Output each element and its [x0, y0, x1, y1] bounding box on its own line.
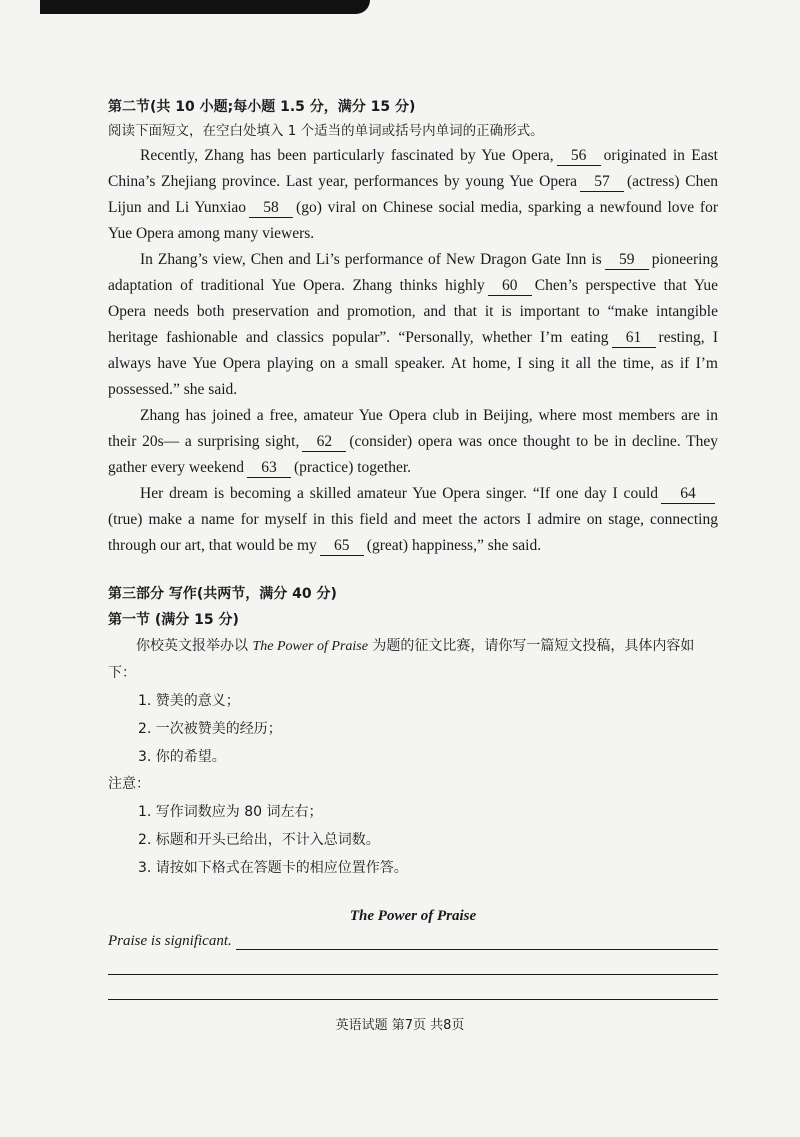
list-item: 3. 请按如下格式在答题卡的相应位置作答。: [138, 860, 408, 876]
blank-58[interactable]: 58: [249, 199, 293, 218]
part3-heading: 第三部分 写作(共两节，满分 40 分): [108, 586, 337, 602]
section2-instruction: 阅读下面短文，在空白处填入 1 个适当的单词或括号内单词的正确形式。: [108, 123, 544, 139]
blank-65[interactable]: 65: [320, 537, 364, 556]
exam-page: [108, 95, 718, 1000]
writing-line[interactable]: [108, 950, 718, 975]
section2-heading: 第二节(共 10 小题;每小题 1.5 分，满分 15 分): [108, 99, 416, 115]
passage-paragraph-4: Her dream is becoming a skilled amateur Yue Opera singer. “If one day I could 64(true) make a name for myself in this field and meet the actors I admire on stage, connecting through our art, that would be my 65 (great) happiness,” she said.: [108, 485, 718, 554]
writing-line[interactable]: [108, 975, 718, 1000]
blank-61[interactable]: 61: [612, 329, 656, 348]
list-item: 1. 写作词数应为 80 词左右；: [138, 804, 323, 820]
page-footer: 英语试题 第7页 共8页: [335, 1018, 465, 1033]
essay-start-text: Praise is significant.: [108, 933, 232, 949]
scan-edge-shadow: [40, 0, 370, 14]
notes-list: [108, 798, 718, 882]
passage-paragraph-3: Zhang has joined a free, amateur Yue Opera club in Beijing, where most members are in their 20s— a surprising sight, 62 (consider) opera was once thought to be in decline. They gather every weekend 63 (practice) together.: [108, 407, 719, 476]
blank-60[interactable]: 60: [488, 277, 532, 296]
prompt-title: The Power of Praise: [252, 639, 368, 654]
blank-57[interactable]: 57: [580, 173, 624, 192]
blank-59[interactable]: 59: [605, 251, 649, 270]
note-label: 注意：: [108, 776, 150, 792]
list-item: 2. 一次被赞美的经历；: [138, 721, 282, 737]
content-list: [108, 687, 718, 771]
list-item: 1. 赞美的意义；: [138, 693, 240, 709]
part3-subheading: 第一节 (满分 15 分): [108, 612, 239, 628]
passage-paragraph-2: In Zhang’s view, Chen and Li’s performance of New Dragon Gate Inn is 59 pioneering adaptation of traditional Yue Opera. Zhang thinks highly 60 Chen’s perspective that Yue Opera needs both preservation and promotion, and that it is important to “make intangible heritage fashionable and classics popular”. “Personally, whether I’m eating 61 resting, I always have Yue Opera playing on a small speaker. At home, I sing it all the time, as if I’m possessed.” she said.: [108, 251, 719, 398]
essay-start-row: [108, 933, 718, 950]
blank-63[interactable]: 63: [247, 459, 291, 478]
list-item: 3. 你的希望。: [138, 749, 226, 765]
blank-62[interactable]: 62: [302, 433, 346, 452]
writing-prompt: 你校英文报举办以 The Power of Praise 为题的征文比赛，请你写一篇短文投稿，具体内容如下：: [108, 638, 695, 681]
blank-64[interactable]: 64: [661, 485, 715, 504]
writing-line[interactable]: [236, 933, 718, 950]
essay-title: The Power of Praise: [349, 908, 477, 924]
blank-56[interactable]: 56: [557, 147, 601, 166]
list-item: 2. 标题和开头已给出，不计入总词数。: [138, 832, 380, 848]
passage-paragraph-1: Recently, Zhang has been particularly fascinated by Yue Opera, 56 originated in East China’s Zhejiang province. Last year, performances by young Yue Opera 57 (actress) Chen Lijun and Li Yunxiao 58 (go) viral on Chinese social media, sparking a newfound love for Yue Opera among many viewers.: [108, 147, 718, 242]
